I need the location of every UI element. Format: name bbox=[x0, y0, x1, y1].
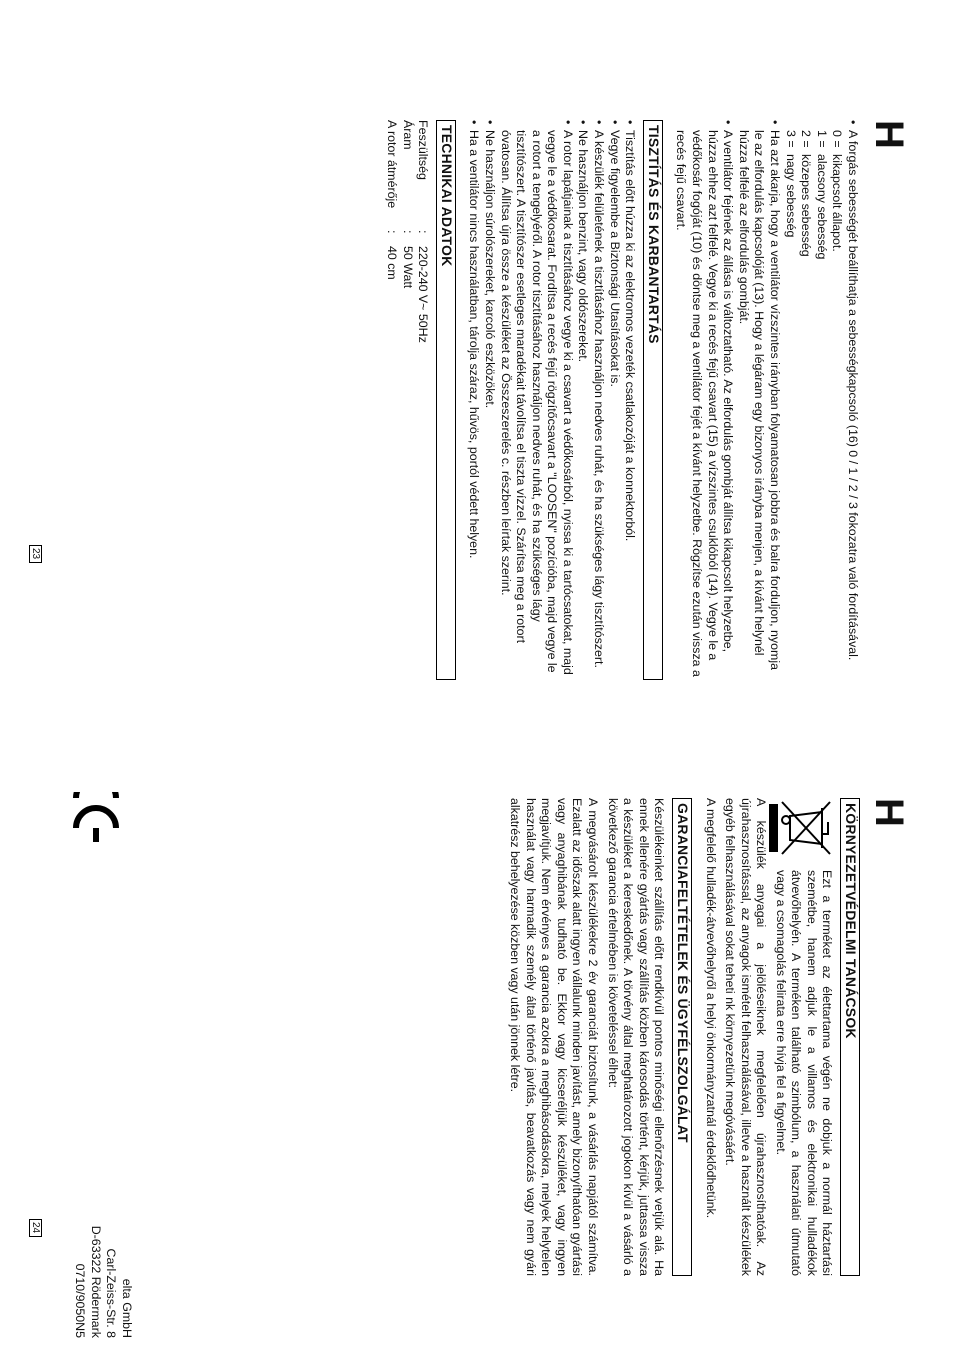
tech-row: Áram : 50 Watt bbox=[400, 120, 415, 289]
language-mark: H bbox=[867, 798, 911, 827]
env-text: Ezt a terméket az élettartama végén ne dobjuk a normál háztartási szemétbe, hanem adjuk le a villamos és elektronikai hulladékok átvevőhelyén. A terméken található szimbólum, a használati útmutató vagy a csomagolás felirata erre hívja fel a figyelmet. bbox=[773, 870, 835, 1276]
list-item: • Vegye figyelembe a Biztonsági Utasításokat is. bbox=[606, 120, 622, 680]
page-24 bbox=[503, 798, 911, 1276]
manufacturer-address bbox=[72, 1138, 134, 1338]
wheelie-bin-icon bbox=[768, 798, 834, 858]
list-item: • A forgás sebességét beállíthatja a sebességkapcsoló (16) 0 / 1 / 2 / 3 fokozatra való fordításával. 0 = kikapcsolt állapot. 1 = alacsony sebesség 2 = közepes sebesség 3 = nagy sebesség bbox=[782, 120, 860, 680]
speed-row: 2 = közepes sebesség bbox=[799, 130, 814, 257]
cleaning-list bbox=[466, 120, 638, 680]
tech-row: Feszültség : 220-240 V~ 50Hz bbox=[416, 120, 431, 343]
tech-table bbox=[383, 120, 430, 680]
page-23 bbox=[383, 120, 911, 680]
address-line: elta GmbH bbox=[120, 1278, 134, 1338]
env-paragraph: A megfelelő hulladék-átvevőhelyről a helyi önkormányzatnál érdeklődhetünk. bbox=[703, 798, 718, 1219]
page-number-23: 23 bbox=[29, 545, 42, 563]
list-item: • A rotor lapátjainak a tisztításához vegye ki a csavart a védőkosárból, nyissa ki a tartócsatokat, majd vegye le a védőkosarat. Fordítsa a recés fejű rögzítőcsavart a "LOOSEN" pozícióba, majd vegye le a rotort a tengelyéről. A rotor tisztításához használjon nedves ruhát, és ha szükséges lágy tisztítószert. A tisztítószer esetleges maradékait távolítsa el tiszta vízzel. Szárítsa meg a rotort óvatosan. Állítsa újra össze a készüléket az Összeszerelés c. részben leírtak szerint. bbox=[497, 120, 575, 680]
warranty-paragraph: A megvásárolt készülékekre 2 év garanciát biztosítunk, a vásárlás napjától számítva. Ezalatt az időszak alatt ingyen vállalunk minden javítást, amely bizonyíthatóan gyártási vagy anyaghibának tudható be. Ekkor vagy kicseréljük készüléket, vagy ingyen megjavítjuk. Nem érvényes a garancia azokra a meghibásodásokra, melyek helytelen használat vagy harmadik személy által történő javítás, beavatkozás vagy nem gyári alkatrész behelyezése közben vagy után jönnek létre. bbox=[508, 798, 601, 1276]
list-item: • Tisztítás előtt húzza ki az elektromos vezeték csatlakozóját a konnektorból. bbox=[622, 120, 638, 680]
env-block bbox=[768, 798, 834, 1276]
address-line: D-63322 Rödermark bbox=[88, 1225, 103, 1338]
language-mark: H bbox=[867, 120, 911, 149]
tech-heading: TECHNIKAI ADATOK bbox=[436, 120, 456, 680]
address-line: 0710/9050N5 bbox=[73, 1263, 88, 1338]
speed-row: 3 = nagy sebesség bbox=[783, 130, 798, 238]
ce-mark-icon bbox=[70, 792, 120, 854]
address-line: Carl-Zeiss-Str. 8 bbox=[104, 1248, 119, 1338]
list-item: • Ne használjon benzint, vagy oldószereket. bbox=[575, 120, 591, 680]
list-item: • A készülék felületének a tisztításához használjon nedves ruhát, és ha szükséges lágy tisztítószert. bbox=[591, 120, 607, 680]
list-item: • Ha a ventilátor nincs használatban, tárolja száraz, hűvös, portól védett helyen. bbox=[466, 120, 482, 680]
env-heading: KÖRNYEZETVÉDELMI TANÁCSOK bbox=[840, 798, 860, 1276]
tech-row: A rotor átmérője : 40 cm bbox=[384, 120, 399, 280]
list-item: • Ne használjon súrolószereket, karcoló eszközöket. bbox=[481, 120, 497, 680]
list-item: • Ha azt akarja, hogy a ventilátor vízszintes irányban folyamatosan jobbra és balra forduljon, nyomja le az elfordulás kapcsolóját (13). Hogy a légáram egy bizonyos irányba menjen, a kívánt helynél húzza felfelé az elfordulás gombját. bbox=[735, 120, 782, 680]
speed-row: 0 = kikapcsolt állapot. bbox=[830, 130, 845, 252]
warranty-paragraph: Készülékeinket szállítás előtt rendkívül pontos minőségi ellenőrzésnek vetjük alá. Ha ennek ellenére gyártás vagy szállítás közben károsodás történt, kérjük, juttassa vissza a készüléket a kereskedőnek. A törvény által meghatározott jogokon kívül a vásárló a következő garancia értelmében is követeléssel élhet: bbox=[605, 798, 667, 1276]
list-item: • A ventilátor fejének az állása is változtatható. Az elfordulás gombját állítsa kikapcsolt helyzetbe, húzza ehhez azt felfelé. Vegye ki a recés fejű csavart (15) a vízszintes csuklóból (14). Vegye le a védőkosár fogóját (10) és döntse meg a ventilátor fejét a kívánt helyzetbe. Rögzítse ezután vissza a recés fejű csavart. bbox=[673, 120, 735, 680]
speed-row: 1 = alacsony sebesség bbox=[814, 130, 829, 260]
intro-list bbox=[673, 120, 860, 680]
page-number-24: 24 bbox=[29, 1219, 42, 1237]
cleaning-heading: TISZTÍTÁS ÉS KARBANTARTÁS bbox=[643, 120, 663, 680]
warranty-heading: GARANCIAFELTÉTELEK ÉS ÜGYFÉLSZOLGÁLAT bbox=[672, 798, 692, 1276]
env-paragraph: A készülék anyagai a jelöléseiknek megfelelően újrahasznosíthatóak. Az újrahasznosítással, az anyagok ismételt felhasználásával, illetve a használt készülékek egyéb felhasználásával sokat teheti nk környezetünk megóvásáért. bbox=[723, 798, 769, 1276]
speed-table bbox=[782, 130, 845, 680]
